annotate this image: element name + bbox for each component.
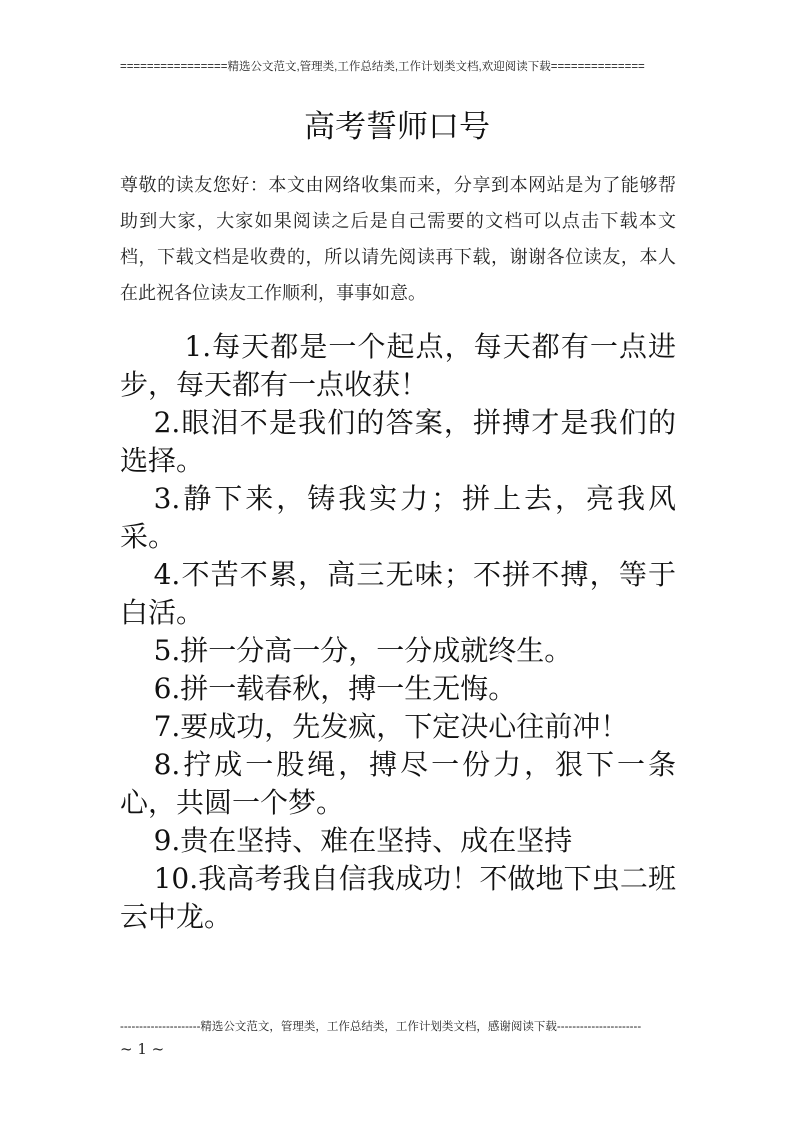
slogan-item: 5.拼一分高一分，一分成就终生。 <box>153 634 573 667</box>
slogan-item: 2.眼泪不是我们的答案，拼搏才是我们的选择。 <box>120 406 676 477</box>
slogan-item: 1.每天都是一个起点，每天都有一点进步，每天都有一点收获！ <box>120 330 676 401</box>
page-footer: ---------------------精选公文范文，管理类，工作总结类，工作计划类文档，感谢阅读下载---------------------- <box>120 1021 642 1033</box>
slogan-item: 4.不苦不累，高三无味；不拼不搏，等于白活。 <box>120 558 676 629</box>
slogan-item: 8.拧成一股绳，搏尽一份力，狠下一条心，共圆一个梦。 <box>120 748 676 819</box>
slogan-item: 3.静下来，铸我实力；拼上去，亮我风采。 <box>120 482 676 553</box>
slogan-list <box>120 328 676 936</box>
page-number: ~ 1 ~ <box>120 1040 165 1058</box>
slogan-item: 9.贵在坚持、难在坚持、成在坚持 <box>153 824 573 857</box>
slogan-item: 10.我高考我自信我成功！不做地下虫二班云中龙。 <box>120 862 676 933</box>
page-header: ================精选公文范文,管理类,工作总结类,工作计划类文档,欢迎阅读下载============== <box>120 61 645 73</box>
page-title: 高考誓师口号 <box>304 109 490 145</box>
intro-paragraph: 尊敬的读友您好：本文由网络收集而来，分享到本网站是为了能够帮助到大家，大家如果阅读之后是自己需要的文档可以点击下载本文档，下载文档是收费的，所以请先阅读再下载，谢谢各位读友，本人在此祝各位读友工作顺利，事事如意。 <box>120 175 676 304</box>
slogan-item: 7.要成功，先发疯，下定决心往前冲！ <box>153 710 629 743</box>
slogan-item: 6.拼一载春秋，搏一生无悔。 <box>153 672 517 705</box>
